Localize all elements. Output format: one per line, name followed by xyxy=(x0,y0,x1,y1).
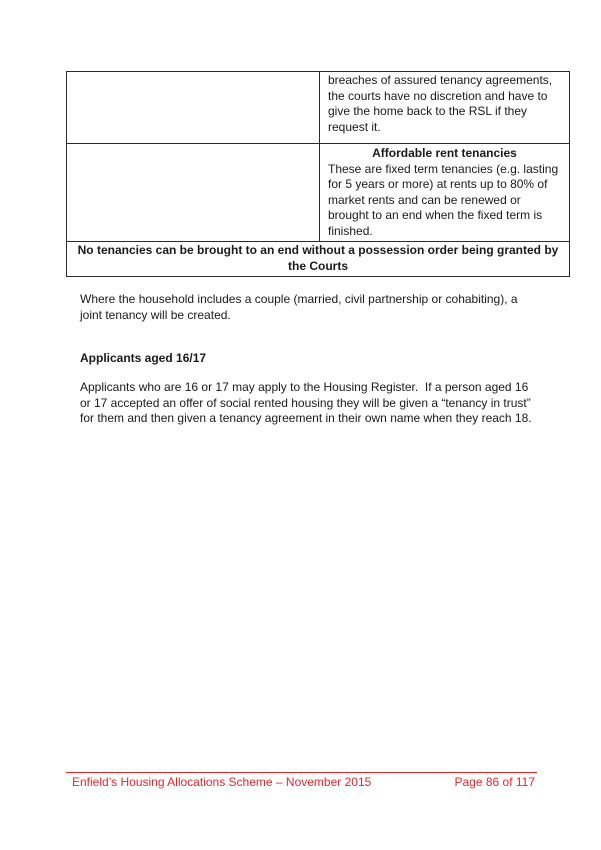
footer-document-title: Enfield’s Housing Allocations Scheme – November 2015 xyxy=(72,775,372,789)
table-row xyxy=(67,242,570,277)
footer-page-number: Page 86 of 117 xyxy=(454,775,535,789)
tenancy-types-table xyxy=(66,71,570,277)
table-cell-assured-tenancy-text: breaches of assured tenancy agreements, the courts have no discretion and have to give the home back to the RSL if they request it. xyxy=(320,72,570,144)
table-cell-empty-left-1 xyxy=(67,72,320,144)
table-cell-possession-order-note: No tenancies can be brought to an end without a possession order being granted by the Courts xyxy=(67,242,570,277)
page-footer xyxy=(66,772,537,791)
table-row xyxy=(67,144,570,242)
affordable-rent-heading: Affordable rent tenancies xyxy=(372,146,517,160)
paragraph-applicants-16-17: Applicants who are 16 or 17 may apply to the Housing Register. If a person aged 16 or 17 accepted an offer of social rented housing they will be given a “tenancy in trust” for them and then given a tenancy agreement in their own name when they reach 18. xyxy=(80,380,535,425)
heading-applicants-aged-16-17: Applicants aged 16/17 xyxy=(80,351,207,365)
affordable-rent-text: These are fixed term tenancies (e.g. lasting for 5 years or more) at rents up to 80% of market rents and can be renewed or brought to an end when the fixed term is finished. xyxy=(328,161,559,238)
table-row xyxy=(67,72,570,144)
paragraph-joint-tenancy: Where the household includes a couple (married, civil partnership or cohabiting), a joint tenancy will be created. xyxy=(80,292,521,322)
table-cell-affordable-rent xyxy=(320,144,570,242)
table-cell-empty-left-2 xyxy=(67,144,320,242)
